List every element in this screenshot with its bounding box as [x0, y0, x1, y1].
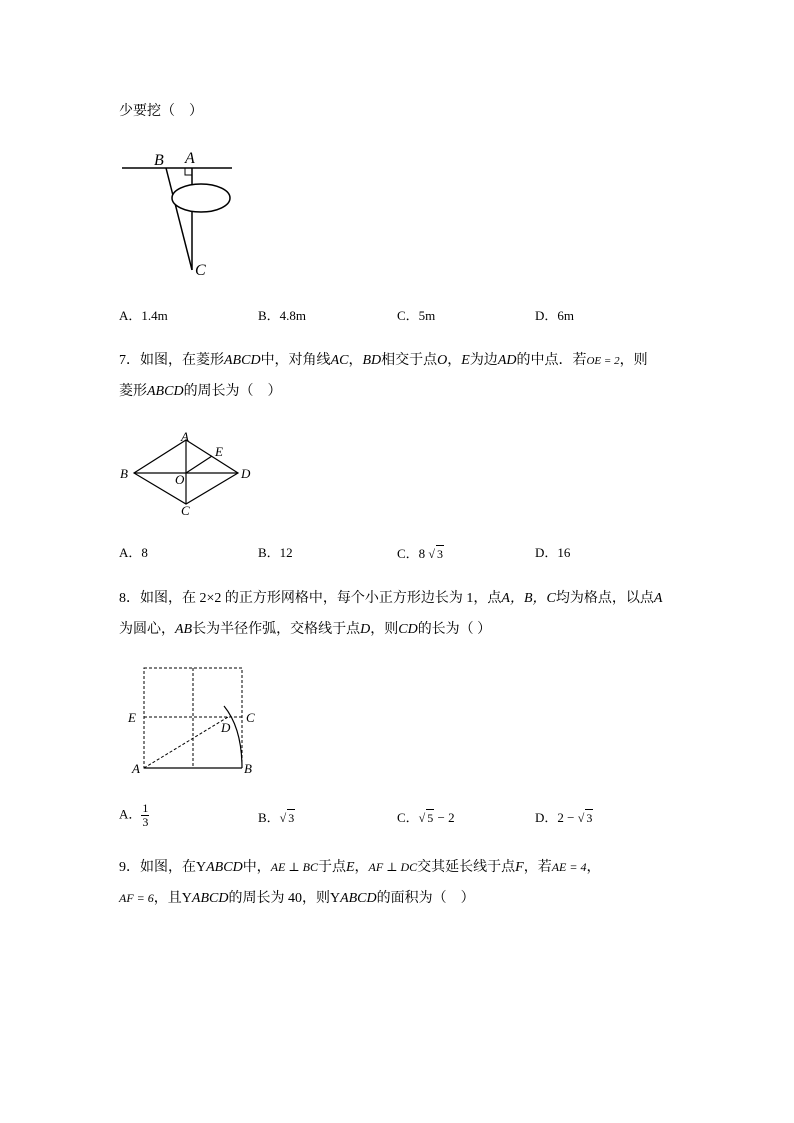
pond-ellipse [172, 184, 230, 212]
label-b: B [244, 761, 252, 776]
line-bc [166, 168, 192, 270]
label-e: E [215, 444, 223, 459]
q7-option-d[interactable]: D．16 [535, 545, 571, 560]
label-d: D [221, 720, 231, 735]
q6-option-d[interactable]: D．6m [535, 308, 575, 323]
label-c: C [195, 262, 206, 279]
q7-option-c[interactable]: C．8 √ 3 [397, 546, 444, 561]
q6-figure [118, 148, 238, 280]
label-a: A [132, 761, 140, 776]
q7-rhombus-figure [118, 428, 258, 518]
q9-stem-line2: AF = 6，且YABCD的周长为 40，则YABCD的面积为（ ） [119, 891, 475, 906]
label-o: O [175, 472, 185, 487]
q7-option-a[interactable]: A．8 [119, 545, 148, 560]
q6-option-a[interactable]: A．1.4m [119, 308, 168, 323]
q8-stem-line1: 8．如图，在 2×2 的正方形网格中，每个小正方形边长为 1，点A，B，C均为格点，以点A [119, 591, 663, 606]
q7-stem-line2: 菱形ABCD的周长为（ ） [119, 384, 282, 399]
q8-option-d[interactable]: D．2 − √ 3 [535, 810, 593, 825]
q8-option-a[interactable]: A． $\frac{1}{3}$ [119, 801, 149, 829]
label-a: A [185, 150, 195, 167]
label-a: A [181, 429, 189, 444]
label-c: C [181, 503, 190, 518]
q8-option-b[interactable]: B．√ 3 [258, 810, 295, 825]
arc-bd [224, 706, 242, 768]
label-b: B [154, 152, 164, 169]
label-d: D [241, 466, 251, 481]
q8-option-c[interactable]: C．√ 5 − 2 [397, 810, 455, 825]
segment-oe [186, 456, 212, 473]
q6-text-tail: 少要挖（ ） [119, 104, 203, 119]
q8-stem-line2: 为圆心，AB长为半径作弧，交格线于点D，则CD的长为（ ） [119, 622, 492, 637]
right-angle-mark [185, 168, 192, 175]
q6-option-b[interactable]: B．4.8m [258, 308, 307, 323]
label-e: E [128, 710, 136, 725]
q6-option-c[interactable]: C．5m [397, 308, 436, 323]
label-c: C [246, 710, 255, 725]
segment-ad [144, 717, 228, 768]
q7-option-b[interactable]: B．12 [258, 545, 293, 560]
q7-stem-line1: 7．如图，在菱形ABCD中，对角线AC，BD相交于点O，E为边AD的中点．若OE = 2，则 [119, 353, 648, 368]
q8-grid-figure [118, 660, 268, 780]
label-b: B [120, 466, 128, 481]
q9-stem-line1: 9．如图，在YABCD中，AE ⊥ BC于点E，AF ⊥ DC交其延长线于点F，若AE = 4， [119, 860, 601, 875]
